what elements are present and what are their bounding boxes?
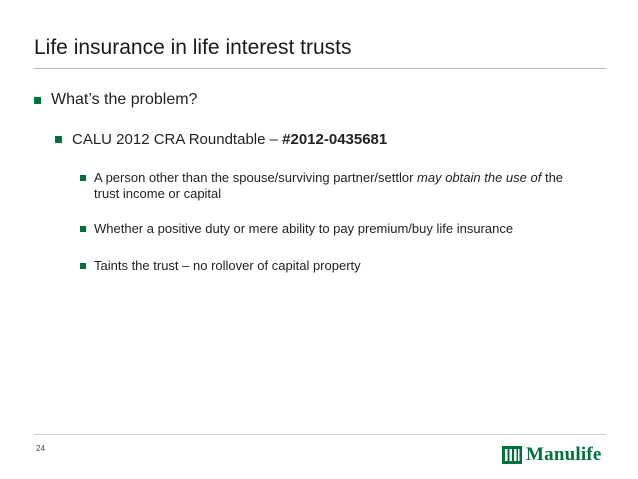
bullet-level-3: [80, 221, 590, 237]
bullet-square-icon: [55, 136, 62, 143]
bullet-text: [72, 131, 387, 148]
bullet-square-icon: [80, 175, 86, 181]
logo-text: Manulife: [526, 444, 602, 465]
bullet-level-2: [55, 131, 387, 148]
bullet-square-icon: [34, 97, 41, 104]
bullet-text-plain: A person other than the spouse/surviving partner/settlor: [94, 170, 418, 185]
ruling-number: #2012-0435681: [282, 131, 388, 148]
bullet-text: Whether a positive duty or mere ability to pay premium/buy life insurance: [94, 221, 514, 236]
manulife-logo-icon: [502, 446, 522, 464]
page-title: Life insurance in life interest trusts: [34, 36, 352, 59]
bullet-text-italic: may obtain the use of: [417, 170, 542, 185]
bullet-square-icon: [80, 263, 86, 269]
bullet-text: [94, 170, 590, 202]
bullet-text-plain: the trust income or capital: [94, 170, 564, 201]
bullet-text: What’s the problem?: [51, 91, 198, 108]
footer-divider: [34, 434, 606, 435]
bullet-level-3: [80, 258, 590, 274]
bullet-level-3: [80, 170, 590, 202]
bullet-square-icon: [80, 226, 86, 232]
bullet-level-1: [34, 91, 197, 109]
bullet-text-plain: CALU 2012 CRA Roundtable –: [72, 131, 283, 148]
manulife-logo: [502, 444, 602, 466]
title-divider: [34, 68, 606, 69]
bullet-text: Taints the trust – no rollover of capital property: [94, 258, 361, 273]
page-number: 24: [36, 444, 45, 453]
